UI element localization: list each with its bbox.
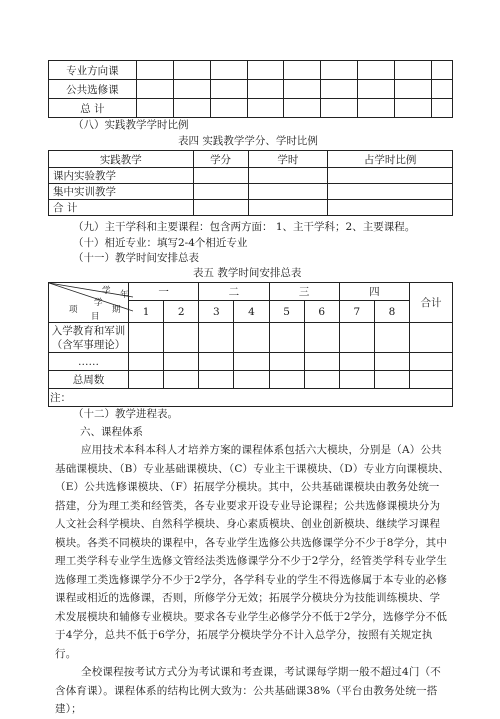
table4-header: 学分 [193, 151, 248, 168]
table5-term: 2 [164, 301, 199, 323]
table4-header: 实践教学 [49, 151, 194, 168]
diag-label-xue: 学 [102, 286, 111, 296]
table5-year: 四 [339, 283, 409, 301]
section-9-text: （九）主干学科和主要课程：包含两方面： 1、主干学科；2、主要课程。 [73, 221, 416, 233]
diag-label-xiang: 项 [69, 305, 78, 315]
table5-row-label: 总周数 [49, 371, 129, 389]
diag-label-qi: 期 [112, 305, 121, 315]
table5-caption: 表五 教学时间安排总表 [193, 267, 302, 279]
table5-term: 4 [234, 301, 269, 323]
section-10-text: （十）相近专业：填写2-4个相近专业 [73, 237, 248, 249]
diag-label-nian: 年 [120, 290, 129, 300]
table-top [48, 60, 453, 118]
section-11-text: （十一）教学时间安排总表 [73, 252, 199, 264]
table5-term: 8 [374, 301, 409, 323]
table5-year: 二 [199, 283, 269, 301]
table5-note: 注： [49, 389, 453, 407]
table-top-row-label: 总 计 [49, 99, 137, 118]
body-paragraph-1: 应用技术本科本科人才培养方案的课程体系包括六大模块，分别是（A）公共基础课模块、（B）专业基础课模块、（C）专业主干课模块、（D）专业方向课模块、（E）公共选修课模块、（F）拓展学分模块。其中，公共基础课模块由教务处统一搭建，分为理工类和经管类，各专业要求开设专业导论课程；公共选修课模块分为人文社会科学模块、自然科学模块、身心素质模块、创业创新模块、继续学习课程模块。各类不同模块的课程中，各专业学生选修公共选修课学分不少于8学分，其中理工类学科专业学生选修文管经法类选修课学分不少于2学分，经管类学科专业学生选修理工类选修课学分不少于2学分，各学科专业的学生不得选修属于本专业的必修课程或相近的选修课，否则，所修学分无效；拓展学分模块分为技能训练模块、学术发展模块和辅修专业模块。要求各专业学生必修学分不低于2学分，选修学分不低于4学分，总共不低于6学分，拓展学分模块学分不计入总学分，按照有关规定执行。 [55, 444, 450, 660]
table5-row-label: …… [49, 353, 129, 371]
section-12-text: （十二）教学进程表。 [73, 408, 178, 420]
table5 [48, 282, 453, 407]
table5-term: 3 [199, 301, 234, 323]
table5-diagonal-header [49, 283, 129, 323]
body-text [55, 441, 450, 719]
table5-year: 三 [269, 283, 339, 301]
table4-caption: 表四 实践教学学分、学时比例 [178, 135, 318, 147]
table5-row-label: 入学教育和军训（含军事理论） [49, 323, 129, 353]
table5-year: 一 [129, 283, 199, 301]
table5-total-header: 合计 [410, 283, 453, 323]
section-6-heading: 六、课程体系 [80, 426, 143, 438]
table5-term: 7 [339, 301, 374, 323]
table4 [48, 150, 453, 216]
table4-header: 占学时比例 [328, 151, 453, 168]
table-top-row-label: 专业方向课 [49, 61, 137, 80]
table4-row-label: 课内实验教学 [49, 168, 194, 184]
table5-term: 5 [269, 301, 304, 323]
table4-header: 学时 [248, 151, 328, 168]
table5-term: 1 [129, 301, 164, 323]
table-top-row-label: 公共选修课 [49, 80, 137, 99]
diag-label-mu: 目 [91, 312, 100, 322]
body-paragraph-2: 全校课程按考试方式分为考试课和考查课，考试课每学期一般不超过4门（不含体育课）。课程体系的结构比例大致为：公共基础课38%（平台由教务处统一搭建）； [55, 666, 441, 715]
section-8-heading: （八）实践教学学时比例 [73, 119, 189, 131]
table4-row-label: 集中实训教学 [49, 184, 194, 200]
table4-row-label: 合 计 [49, 200, 194, 216]
table5-term: 6 [304, 301, 339, 323]
diag-label-xue2: 学 [94, 298, 103, 308]
